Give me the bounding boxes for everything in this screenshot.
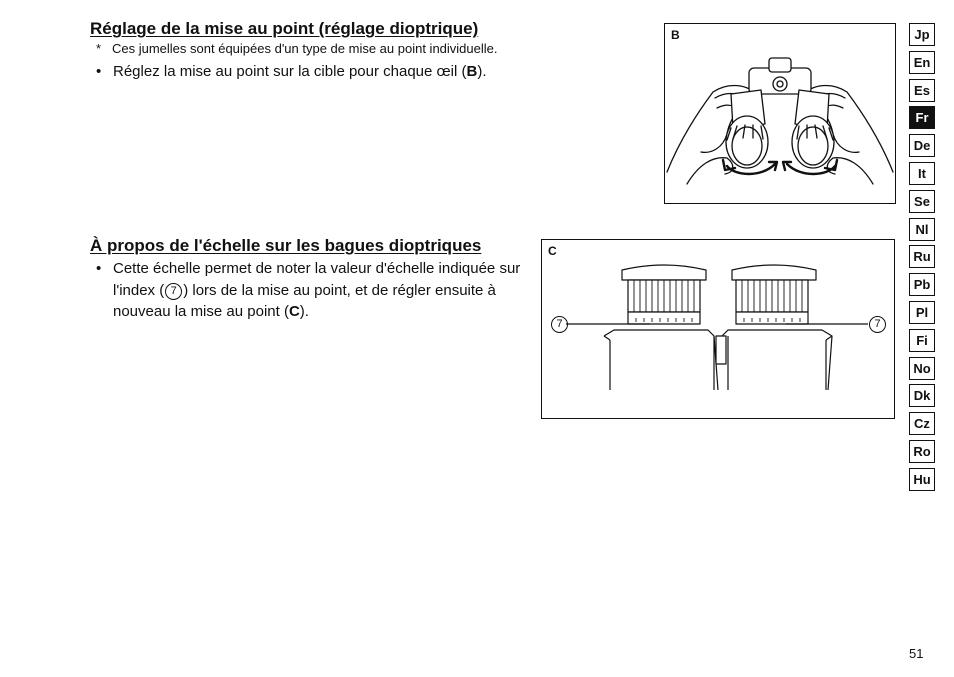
footnote-marker: * bbox=[96, 41, 102, 56]
language-tab-ru[interactable]: Ru bbox=[909, 245, 935, 268]
language-tab-se[interactable]: Se bbox=[909, 190, 935, 213]
bullet-item-scale bbox=[96, 258, 536, 323]
language-tab-ro[interactable]: Ro bbox=[909, 440, 935, 463]
footnote bbox=[96, 41, 498, 56]
footnote-text: Ces jumelles sont équipées d'un type de mise au point individuelle. bbox=[112, 41, 498, 56]
callout-7-left: 7 bbox=[551, 316, 568, 333]
binoculars-hands-illustration bbox=[665, 24, 895, 203]
bullet-text: Cette échelle permet de noter la valeur d'échelle indiquée sur l'index ( 7 ) lors de la mise au point, et de régler ensuite à nouveau la mise au point (C). bbox=[113, 260, 521, 320]
callout-7-right: 7 bbox=[869, 316, 886, 333]
language-tab-hu[interactable]: Hu bbox=[909, 468, 935, 491]
diopter-scale-illustration bbox=[542, 240, 894, 418]
bullet-marker: • bbox=[96, 260, 102, 277]
language-tab-it[interactable]: It bbox=[909, 162, 935, 185]
language-tab-en[interactable]: En bbox=[909, 51, 935, 74]
language-tab-pl[interactable]: Pl bbox=[909, 301, 935, 324]
index-callout-7: 7 bbox=[165, 283, 182, 300]
figure-reference-b: B bbox=[466, 63, 478, 80]
language-tab-fr[interactable]: Fr bbox=[909, 106, 935, 129]
bullet-item-focus bbox=[96, 61, 487, 83]
language-tabs bbox=[909, 23, 935, 496]
language-tab-nl[interactable]: Nl bbox=[909, 218, 935, 241]
figure-reference-c: C bbox=[288, 303, 300, 320]
language-tab-jp[interactable]: Jp bbox=[909, 23, 935, 46]
figure-c-label: C bbox=[548, 244, 557, 258]
language-tab-de[interactable]: De bbox=[909, 134, 935, 157]
page-number: 51 bbox=[909, 646, 924, 661]
section-heading-diopter-scale: À propos de l'échelle sur les bagues dioptriques bbox=[90, 236, 482, 255]
figure-c-diopter-scale bbox=[541, 239, 895, 419]
language-tab-dk[interactable]: Dk bbox=[909, 384, 935, 407]
figure-b-label: B bbox=[671, 28, 680, 42]
section-heading-diopter-adjustment: Réglage de la mise au point (réglage dioptrique) bbox=[90, 19, 479, 38]
language-tab-es[interactable]: Es bbox=[909, 79, 935, 102]
figure-b-binoculars-hands bbox=[664, 23, 896, 204]
language-tab-fi[interactable]: Fi bbox=[909, 329, 935, 352]
language-tab-pb[interactable]: Pb bbox=[909, 273, 935, 296]
bullet-marker: • bbox=[96, 63, 102, 80]
bullet-text: Réglez la mise au point sur la cible pour chaque œil (B). bbox=[113, 63, 487, 80]
language-tab-no[interactable]: No bbox=[909, 357, 935, 380]
language-tab-cz[interactable]: Cz bbox=[909, 412, 935, 435]
